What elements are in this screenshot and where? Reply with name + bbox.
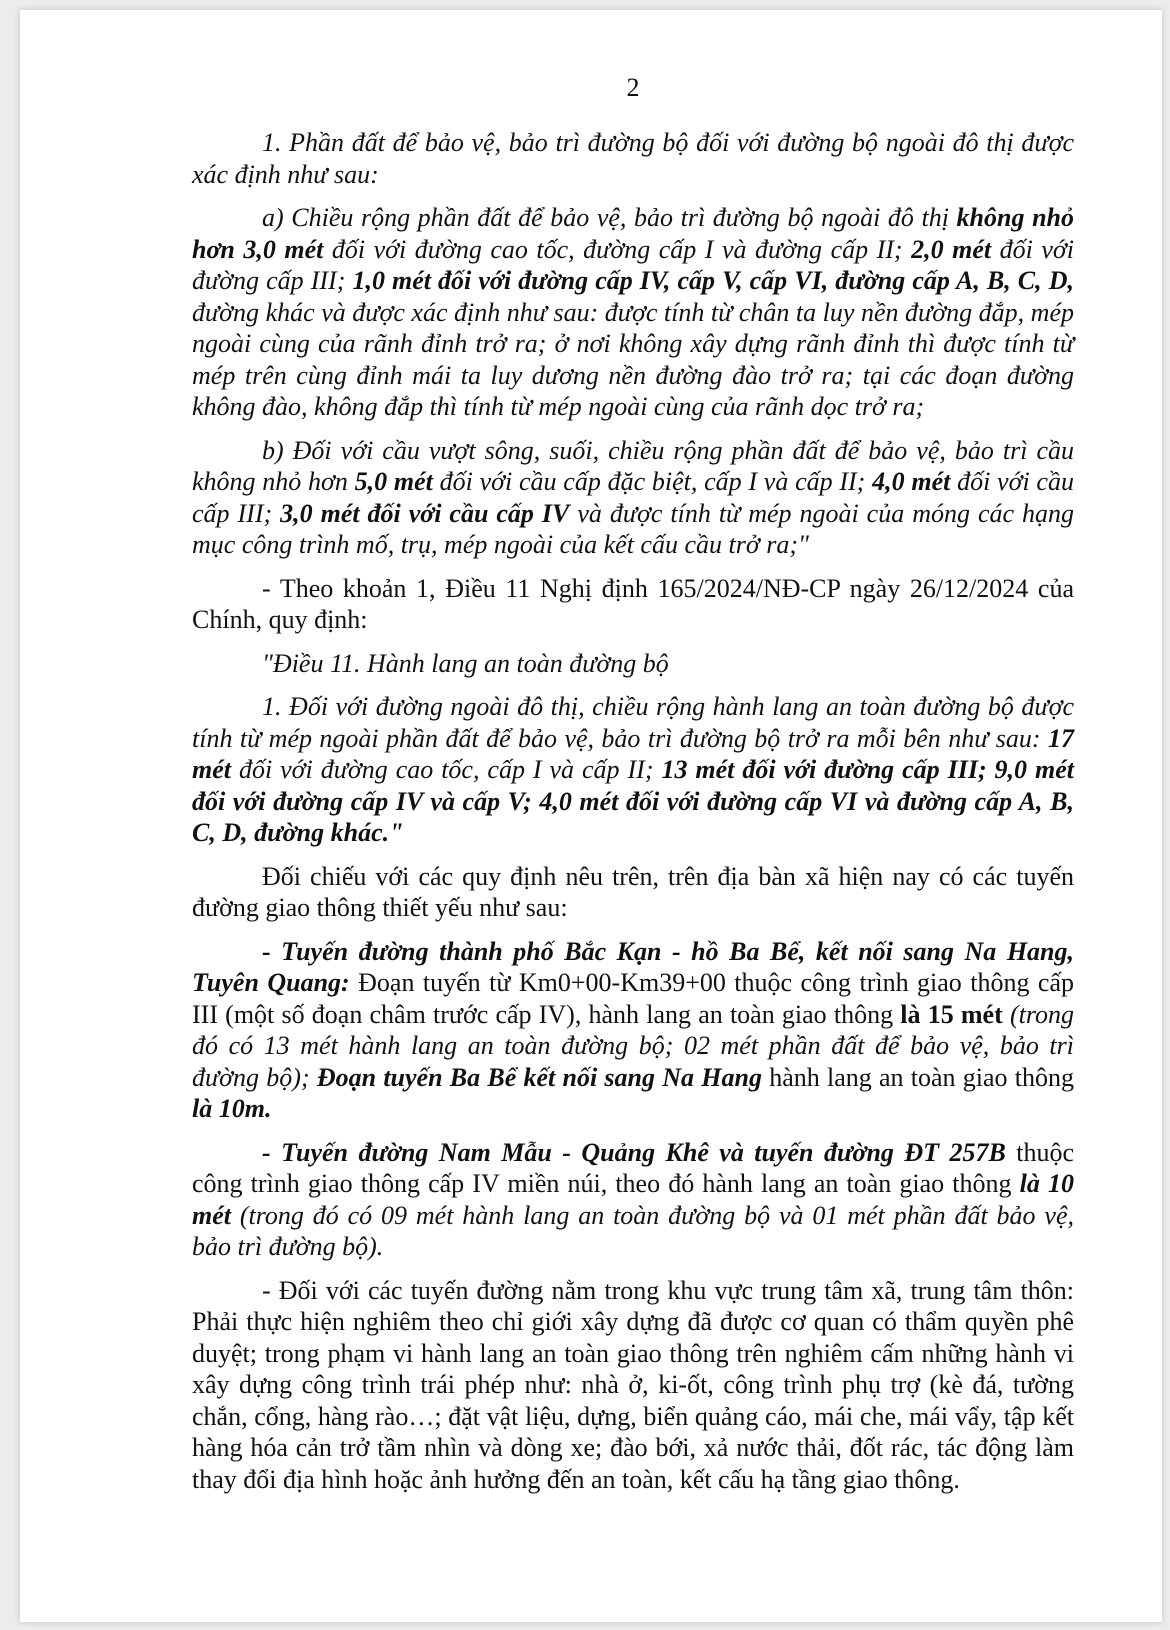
- text-run: hành lang an toàn giao thông: [761, 1062, 1074, 1092]
- document-body: [192, 10, 1074, 1507]
- text-run: Đoạn tuyến từ Km0+00-Km39+00 thuộc công trình giao thông cấp III (một số đoạn châm trước cấp IV), hành lang an toàn giao thông: [192, 968, 1074, 1029]
- paragraph-commune-center-routes: - Đối với các tuyến đường nằm trong khu vực trung tâm xã, trung tâm thôn: Phải thực hiện nghiêm theo chỉ giới xây dựng đã được cơ quan có thẩm quyền phê duyệt; trong phạm vi hành lang an toàn giao thông trên nghiêm cấm những hành vi xây dựng công trình trái phép như: nhà ở, ki-ốt, công trình phụ trợ (kè đá, tường chắn, cổng, hàng rào…; đặt vật liệu, dựng, biển quảng cáo, mái che, mái vẩy, tập kết hàng hóa cản trở tầm nhìn và dòng xe; đào bới, xả nước thải, đốt rác, tác động làm thay đổi địa hình hoặc ảnh hưởng đến an toàn, kết cấu hạ tầng giao thông.: [192, 1275, 1074, 1494]
- document-page: [20, 10, 1162, 1622]
- text-run-bold: là 15 mét: [900, 999, 1003, 1029]
- text-run: thuộc công trình giao thông cấp IV miền núi, theo đó hành lang an toàn giao thông: [192, 1137, 1075, 1198]
- text-run-bold: 4,0 mét: [872, 467, 951, 496]
- route-title: - Tuyến đường thành phố Bắc Kạn - hồ Ba Bể, kết nối sang Na Hang, Tuyên Quang:: [192, 936, 1074, 997]
- text-run: đối với cầu cấp đặc biệt, cấp I và cấp II;: [432, 467, 873, 496]
- text-run: b) Đối với cầu vượt sông, suối, chiều rộng phần đất để bảo vệ, bảo trì cầu không nhỏ hơn: [192, 435, 1074, 496]
- text-run: đối với cầu cấp III;: [192, 467, 1074, 528]
- text-run-bold-italic: Đoạn tuyến Ba Bể kết nối sang Na Hang: [316, 1062, 762, 1092]
- text-run: đối với đường cấp III;: [192, 234, 1074, 295]
- text-run: đối với đường cao tốc, đường cấp I và đường cấp II;: [323, 234, 912, 264]
- text-run-bold-italic: là 10m.: [192, 1094, 272, 1123]
- text-run-bold: 1,0 mét đối với đường cấp IV, cấp V, cấp VI, đường cấp A, B, C, D,: [352, 266, 1074, 295]
- text-run: đường khác và được xác định như sau: được tính từ chân ta luy nền đường đắp, mép ngoài cùng của rãnh đỉnh trở ra; ở nơi không xây dựng rãnh đỉnh thì được tính từ mép trên cùng đỉnh mái ta luy dương nền đường đào trở ra; tại các đoạn đường không đào, không đắp thì tính từ mép ngoài cùng của rãnh dọc trở ra;: [192, 297, 1074, 421]
- paragraph-route-bac-kan-ba-be: [192, 936, 1074, 1125]
- text-run: đối với đường cao tốc, cấp I và cấp II;: [231, 755, 662, 784]
- text-run-bold: 2,0 mét: [911, 234, 992, 264]
- text-run: và được tính từ mép ngoài của móng các hạng mục công trình mố, trụ, mép ngoài của kết cấu cầu trở ra;": [192, 498, 1074, 559]
- text-run-italic: (trong đó có 09 mét hành lang an toàn đường bộ và 01 mét phần đất bảo vệ, bảo trì đường bộ).: [192, 1200, 1074, 1261]
- text-run-bold: 13 mét đối với đường cấp III; 9,0 mét đối với đường cấp IV và cấp V; 4,0 mét đối với đường cấp VI và đường cấp A, B, C, D, đường khác.": [192, 755, 1074, 847]
- text-run-italic: (trong đó có 13 mét hành lang an toàn đường bộ; 02 mét phần đất để bảo vệ, bảo trì đường bộ);: [192, 999, 1074, 1092]
- paragraph-road-land-width: [192, 202, 1074, 423]
- text-run-bold: không nhỏ hơn 3,0 mét: [192, 203, 1074, 264]
- text-run-bold-italic: là 10 mét: [192, 1169, 1074, 1230]
- paragraph-comparison: Đối chiếu với các quy định nêu trên, trên địa bàn xã hiện nay có các tuyến đường giao thông thiết yếu như sau:: [192, 861, 1074, 922]
- paragraph-article-11-title: "Điều 11. Hành lang an toàn đường bộ: [262, 648, 669, 678]
- text-run: a) Chiều rộng phần đất để bảo vệ, bảo trì đường bộ ngoài đô thị: [262, 203, 957, 232]
- page-number: 2: [626, 73, 640, 102]
- paragraph-article-11-clause-1: [192, 691, 1074, 849]
- text-run-bold: 3,0 mét đối với cầu cấp IV: [280, 498, 570, 528]
- paragraph-bridge-land-width: [192, 435, 1074, 561]
- text-run-bold: 5,0 mét: [354, 467, 433, 496]
- paragraph-land-protection-intro: 1. Phần đất để bảo vệ, bảo trì đường bộ đối với đường bộ ngoài đô thị được xác định như sau:: [192, 128, 1074, 189]
- route-title: - Tuyến đường Nam Mẫu - Quảng Khê và tuyến đường ĐT 257B: [262, 1137, 1006, 1167]
- paragraph-decree-reference: - Theo khoản 1, Điều 11 Nghị định 165/2024/NĐ-CP ngày 26/12/2024 của Chính, quy định:: [192, 573, 1074, 634]
- paragraph-route-nam-mau-quang-khe: [192, 1137, 1074, 1263]
- text-run: 1. Đối với đường ngoài đô thị, chiều rộng hành lang an toàn đường bộ được tính từ mép ngoài phần đất để bảo vệ, bảo trì đường bộ trở ra mỗi bên như sau:: [192, 692, 1074, 753]
- text-run-bold: 17 mét: [192, 723, 1074, 784]
